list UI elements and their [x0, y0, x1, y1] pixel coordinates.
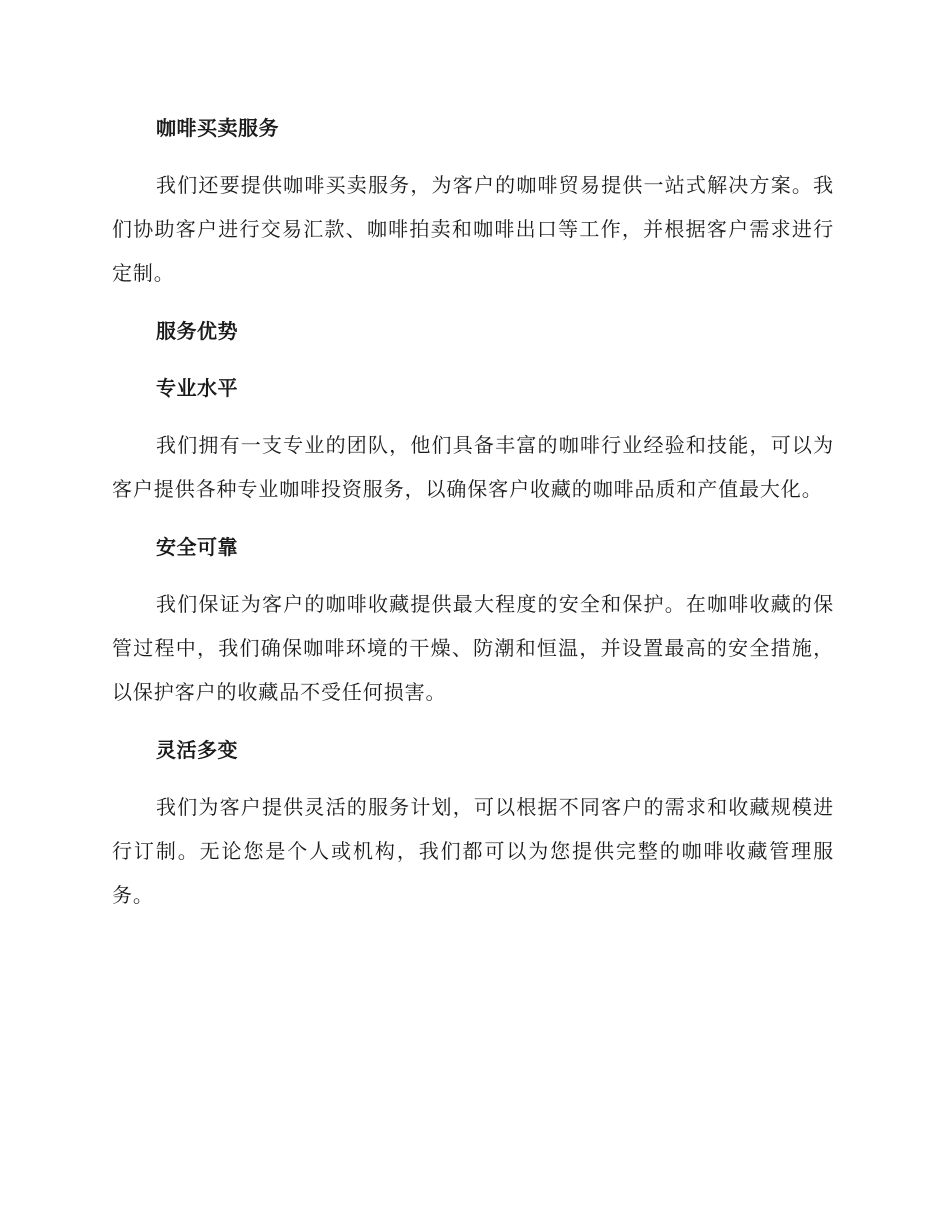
section-paragraph-flexible: 我们为客户提供灵活的服务计划，可以根据不同客户的需求和收藏规模进行订制。无论您是个人或机构，我们都可以为您提供完整的咖啡收藏管理服务。 [112, 795, 834, 907]
section-heading-flexible: 灵活多变 [156, 738, 238, 762]
section-heading-coffee-trading: 咖啡买卖服务 [156, 116, 279, 140]
section-paragraph-safe-reliable: 我们保证为客户的咖啡收藏提供最大程度的安全和保护。在咖啡收藏的保管过程中，我们确保咖啡环境的干燥、防潮和恒温，并设置最高的安全措施，以保护客户的收藏品不受任何损害。 [112, 592, 834, 704]
section-paragraph-coffee-trading: 我们还要提供咖啡买卖服务，为客户的咖啡贸易提供一站式解决方案。我们协助客户进行交易汇款、咖啡拍卖和咖啡出口等工作，并根据客户需求进行定制。 [112, 173, 834, 285]
section-heading-safe-reliable: 安全可靠 [156, 535, 238, 559]
section-heading-professional-level: 专业水平 [156, 376, 238, 400]
section-paragraph-professional-level: 我们拥有一支专业的团队，他们具备丰富的咖啡行业经验和技能，可以为客户提供各种专业咖啡投资服务，以确保客户收藏的咖啡品质和产值最大化。 [112, 433, 834, 501]
section-heading-service-advantages: 服务优势 [156, 319, 238, 343]
document-body [112, 106, 834, 931]
